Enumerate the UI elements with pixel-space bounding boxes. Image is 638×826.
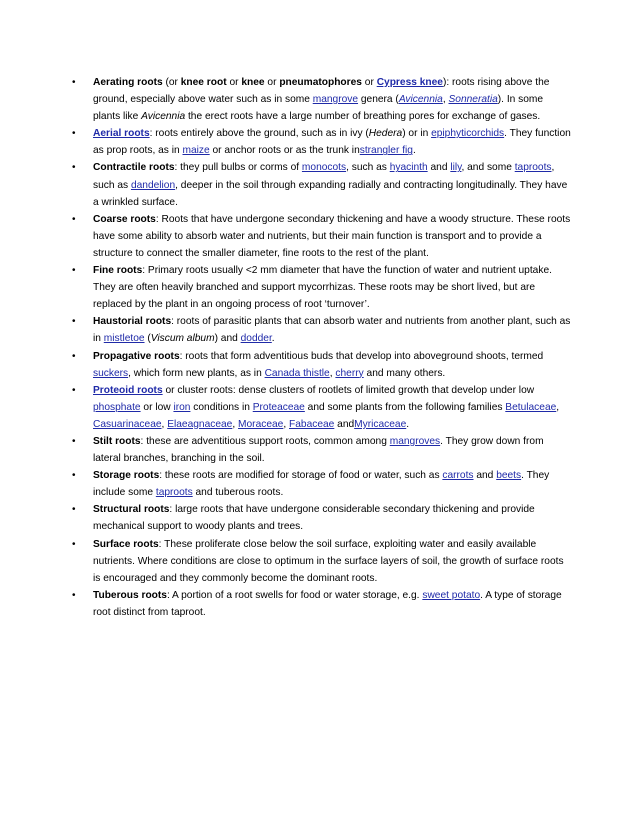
link[interactable]: mangrove	[312, 94, 359, 106]
term-label: Haustorial roots	[93, 316, 172, 328]
text-run: Viscum album	[150, 333, 215, 345]
text-run: and	[427, 162, 451, 174]
text-run: : these roots are modified for storage of food or water, such as	[159, 470, 443, 482]
link[interactable]: Proteaceae	[252, 401, 305, 413]
term-label: Storage roots	[93, 470, 160, 482]
text-run: Hedera	[368, 128, 403, 140]
term-label: Tuberous roots	[93, 589, 167, 601]
bullet-icon: •	[72, 589, 76, 601]
link[interactable]: Myricaceae	[354, 418, 407, 430]
list-item	[72, 587, 572, 621]
link[interactable]: lily	[450, 162, 462, 174]
text-run: and tuberous roots.	[192, 487, 284, 499]
text-run: .	[406, 418, 410, 430]
bullet-icon: •	[72, 435, 76, 447]
list-item	[72, 536, 572, 587]
text-run: : roots of parasitic plants that can absorb water and nutrients from another plant, such as in	[93, 316, 571, 345]
text-run: ,	[556, 401, 560, 413]
text-run: ) and	[214, 333, 241, 345]
text-run: or anchor roots or as the trunk in	[209, 145, 360, 157]
list-item	[72, 501, 572, 535]
text-run: or	[226, 77, 242, 88]
link[interactable]: Betulaceae	[505, 401, 557, 413]
list-item	[72, 313, 572, 347]
text-run: : roots that form adventitious buds that develop into aboveground shoots, termed	[179, 350, 544, 362]
link[interactable]: dodder	[240, 333, 272, 345]
link[interactable]: sweet potato	[422, 589, 481, 601]
text-run: or	[361, 77, 377, 88]
text-run: , and some	[461, 162, 515, 174]
text-run: . They grow down from lateral branches, branching in the soil.	[93, 435, 544, 465]
link[interactable]: hyacinth	[389, 162, 428, 174]
bullet-icon: •	[72, 213, 76, 225]
term-label: Surface roots	[93, 538, 159, 550]
term-label: Propagative roots	[93, 350, 180, 362]
link[interactable]: Elaeagnaceae	[167, 418, 233, 430]
link[interactable]: iron	[173, 401, 191, 413]
link[interactable]: Canada thistle	[264, 367, 330, 379]
text-run: : These proliferate close below the soil surface, exploiting water and easily available nutrients. Where conditions are close to optimum in the surface layers of soil, the growth of surface roots is encouraged and they commonly become the dominant roots.	[93, 538, 564, 584]
link[interactable]: Proteoid roots	[93, 384, 163, 396]
text-run: , such as	[346, 162, 390, 174]
link[interactable]: phosphate	[93, 401, 141, 413]
text-run: .	[412, 145, 416, 157]
link[interactable]: taproots	[155, 487, 193, 499]
bullet-icon: •	[72, 504, 76, 516]
list-item	[72, 74, 572, 125]
bullet-icon: •	[72, 128, 76, 140]
text-run: ,	[161, 418, 168, 430]
text-run: : Roots that have undergone secondary thickening and have a woody structure. These roots have some ability to absorb water and nutrients, but their main function is transport and to provide a structure to connect the smaller diameter, fine roots to the rest of the plant.	[93, 213, 571, 259]
text-run: , such as	[93, 162, 555, 191]
term-label: Contractile roots	[93, 162, 175, 174]
link[interactable]: Casuarinaceae	[93, 418, 162, 430]
link[interactable]: cherry	[335, 367, 364, 379]
text-run: ,	[283, 418, 290, 430]
text-run: : Primary roots usually <2 mm diameter that have the function of water and nutrient uptake. They are often heavily branched and support mycorrhizas. These roots may be short lived, but are replaced by the plant in an ongoing process of root ‘turnover’.	[93, 265, 552, 311]
bullet-icon: •	[72, 265, 76, 277]
term-label: pneumatophores	[279, 77, 362, 88]
term-label: Aerating roots	[93, 77, 163, 88]
list-item	[72, 348, 572, 382]
link[interactable]: strangler fig	[359, 145, 413, 157]
term-label: Fine roots	[93, 265, 143, 277]
text-run: . A type of storage root distinct from taproot.	[93, 589, 562, 618]
text-run: ) or in	[402, 128, 432, 140]
bullet-icon: •	[72, 384, 76, 396]
text-run: genera (	[358, 94, 399, 106]
bullet-icon: •	[72, 77, 76, 88]
text-run: (or	[162, 77, 181, 88]
text-run: ): roots rising above the ground, especially above water such as in some	[93, 77, 550, 106]
term-label: knee root	[180, 77, 227, 88]
text-run: conditions in	[190, 401, 253, 413]
link[interactable]: monocots	[301, 162, 347, 174]
bullet-icon: •	[72, 470, 76, 482]
bullet-icon: •	[72, 538, 76, 550]
list-item	[72, 159, 572, 210]
text-run: . They include some	[93, 470, 550, 499]
link[interactable]: Moraceae	[238, 418, 284, 430]
text-run: , which form new plants, as in	[128, 367, 265, 379]
term-label: Stilt roots	[93, 435, 141, 447]
text-run: and many others.	[363, 367, 446, 379]
text-run: or	[264, 77, 280, 88]
text-run: : A portion of a root swells for food or water storage, e.g.	[166, 589, 423, 601]
link[interactable]: Aerial roots	[93, 128, 150, 140]
text-run: or cluster roots: dense clusters of rootlets of limited growth that develop under low	[162, 384, 535, 396]
link[interactable]: carrots	[442, 470, 474, 482]
text-run: , deeper in the soil through expanding radially and contracting longitudinally. They have a wrinkled surface.	[93, 179, 568, 208]
text-run: .	[271, 333, 275, 345]
text-run: ,	[329, 367, 336, 379]
list-item	[72, 125, 572, 159]
term-label: knee	[241, 77, 265, 88]
text-run: and some plants from the following families	[304, 401, 506, 413]
link[interactable]: dandelion	[130, 179, 176, 191]
bullet-icon: •	[72, 316, 76, 328]
term-label: Structural roots	[93, 504, 170, 516]
bullet-icon: •	[72, 162, 76, 174]
text-run: Avicennia	[141, 111, 186, 123]
text-run: and	[334, 418, 355, 430]
text-run: or low	[140, 401, 174, 413]
text-run: ,	[442, 94, 449, 106]
link[interactable]: Sonneratia	[448, 94, 498, 106]
term-label: Coarse roots	[93, 213, 156, 225]
text-run: : they pull bulbs or corms of	[174, 162, 302, 174]
text-run: : these are adventitious support roots, common among	[140, 435, 390, 447]
list-item	[72, 382, 572, 433]
link[interactable]: Cypress knee	[376, 77, 443, 88]
text-run: : large roots that have undergone considerable secondary thickening and provide mechanical support to woody plants and trees.	[93, 504, 535, 533]
text-run: and	[473, 470, 497, 482]
text-run: ). In some plants like	[93, 94, 544, 123]
link[interactable]: mistletoe	[103, 333, 145, 345]
text-run: the erect roots have a large number of breathing pores for exchange of gases.	[185, 111, 541, 123]
link[interactable]: Avicennia	[398, 94, 443, 106]
link[interactable]: taproots	[514, 162, 552, 174]
link[interactable]: Fabaceae	[289, 418, 335, 430]
link[interactable]: beets	[496, 470, 522, 482]
text-run: ,	[232, 418, 239, 430]
list-item	[72, 433, 572, 467]
list-item	[72, 211, 572, 262]
bullet-icon: •	[72, 350, 76, 362]
link[interactable]: suckers	[93, 367, 129, 379]
link[interactable]: epiphyticorchids	[431, 128, 505, 140]
list-item	[72, 467, 572, 501]
link[interactable]: maize	[182, 145, 210, 157]
root-types-list	[72, 74, 572, 621]
link[interactable]: mangroves	[389, 435, 441, 447]
text-run: . They function as prop roots, as in	[93, 128, 571, 157]
list-item	[72, 262, 572, 313]
text-run: (	[144, 333, 151, 345]
text-run: : roots entirely above the ground, such as in ivy (	[149, 128, 369, 140]
